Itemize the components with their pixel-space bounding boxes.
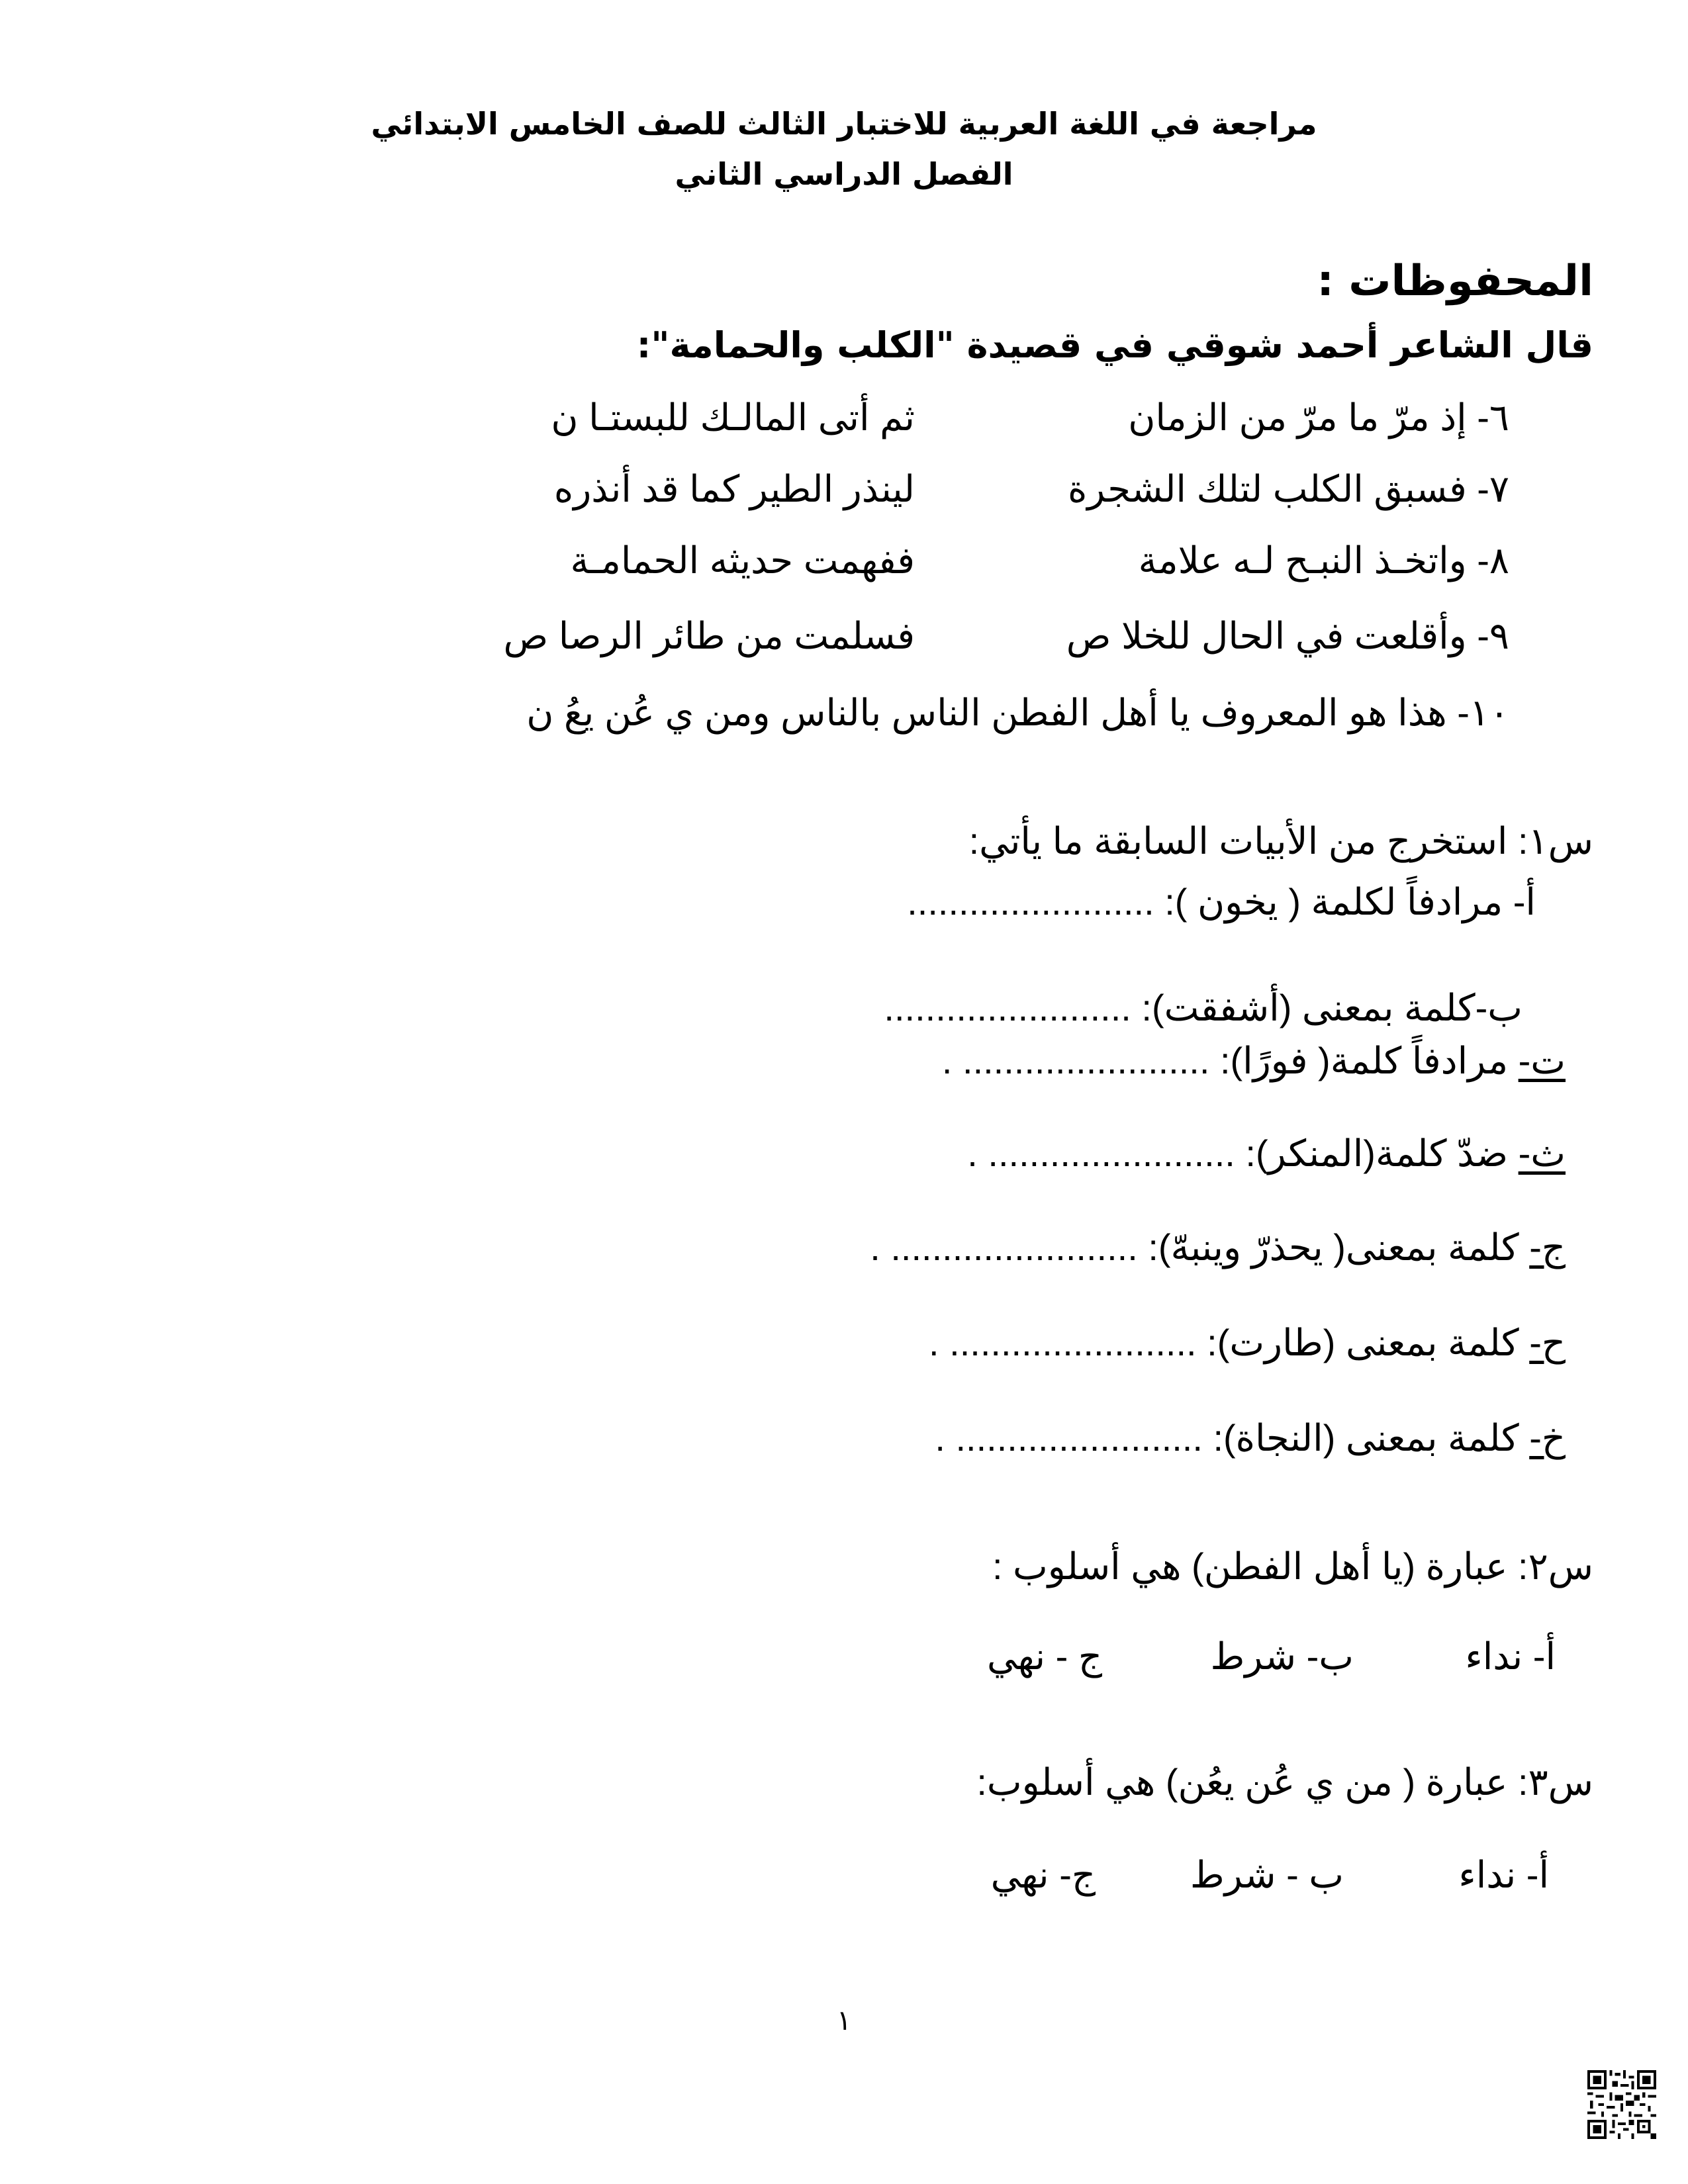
q1-item-kh-text: كلمة بمعنى (النجاة): ........................ . (935, 1417, 1530, 1459)
q2-option-a: أ- نداء (1465, 1635, 1556, 1677)
page-number: ١ (836, 2005, 852, 2036)
q2-option-b: ب- شرط (1210, 1635, 1354, 1677)
q1-item-th-letter: ث- (1518, 1132, 1566, 1174)
q1-item-h-text: كلمة بمعنى (طارت): ........................ . (929, 1322, 1530, 1363)
q1-item-kh-letter: خ- (1529, 1417, 1566, 1459)
q1-item-th-text: ضدّ كلمة(المنكر): ........................ . (967, 1132, 1519, 1174)
q1-item-a (907, 880, 1536, 924)
q3-option-b: ب - شرط (1190, 1854, 1344, 1895)
q3-prompt: س٣: عبارة ( من ي عُن يعُن) هي أسلوب: (976, 1761, 1593, 1803)
verse-7-first: ٧- فسبق الكلب لتلك الشجرة (1067, 468, 1509, 510)
q2-prompt: س٢: عبارة (يا أهل الفطن) هي أسلوب : (992, 1545, 1593, 1587)
q3-option-a: أ- نداء (1458, 1854, 1549, 1895)
q1-item-kh (935, 1416, 1566, 1460)
q1-item-j-letter: ج- (1529, 1226, 1566, 1268)
qr-code-icon (1587, 2070, 1656, 2139)
verse-8-first: ٨- واتخـذ النبـح لـه علامة (1138, 539, 1509, 581)
verse-6-first: ٦- إذ مرّ ما مرّ من الزمان (1128, 396, 1509, 438)
q1-item-h-letter: ح- (1529, 1322, 1566, 1363)
verse-10: ١٠- هذا هو المعروف يا أهل الفطن الناس بالناس ومن ي عُن يعُ ن (526, 692, 1509, 733)
verse-6-second: ثم أتى المالـك للبستـا ن (551, 396, 915, 438)
page-subtitle: الفصل الدراسي الثاني (675, 156, 1013, 192)
q1-item-b-text: ب-كلمة بمعنى (أشفقت): ........................ (884, 987, 1523, 1028)
q1-item-a-text: أ- مرادفاً لكلمة ( يخون ): ........................ (907, 881, 1536, 923)
poem-intro: قال الشاعر أحمد شوقي في قصيدة "الكلب والحمامة": (636, 324, 1593, 366)
section-heading: المحفوظات : (1317, 257, 1593, 306)
q1-item-b (884, 986, 1523, 1030)
q2-option-c: ج - نهي (987, 1635, 1102, 1677)
q1-item-t (942, 1039, 1566, 1083)
q1-item-t-letter: ت- (1518, 1040, 1566, 1081)
verse-9-first: ٩- وأقلعت في الحال للخلا ص (1066, 615, 1509, 657)
verse-7-second: لينذر الطير كما قد أنذره (553, 468, 915, 510)
q1-item-h (929, 1321, 1566, 1365)
q3-option-c: ج- نهي (990, 1854, 1096, 1895)
verse-8-second: ففهمت حديثه الحمامـة (570, 539, 915, 581)
q1-item-th (967, 1132, 1566, 1175)
q1-item-j (870, 1226, 1566, 1269)
verse-9-second: فسلمت من طائر الرصا ص (503, 615, 915, 657)
q1-item-t-text: مرادفاً كلمة( فورًا): ........................ . (941, 1040, 1519, 1081)
q1-item-j-text: كلمة بمعنى( يحذرّ وينبهّ): ........................ . (870, 1226, 1530, 1268)
q1-prompt: س١: استخرج من الأبيات السابقة ما يأتي: (968, 820, 1593, 862)
page-title: مراجعة في اللغة العربية للاختبار الثالث للصف الخامس الابتدائي (371, 106, 1317, 142)
